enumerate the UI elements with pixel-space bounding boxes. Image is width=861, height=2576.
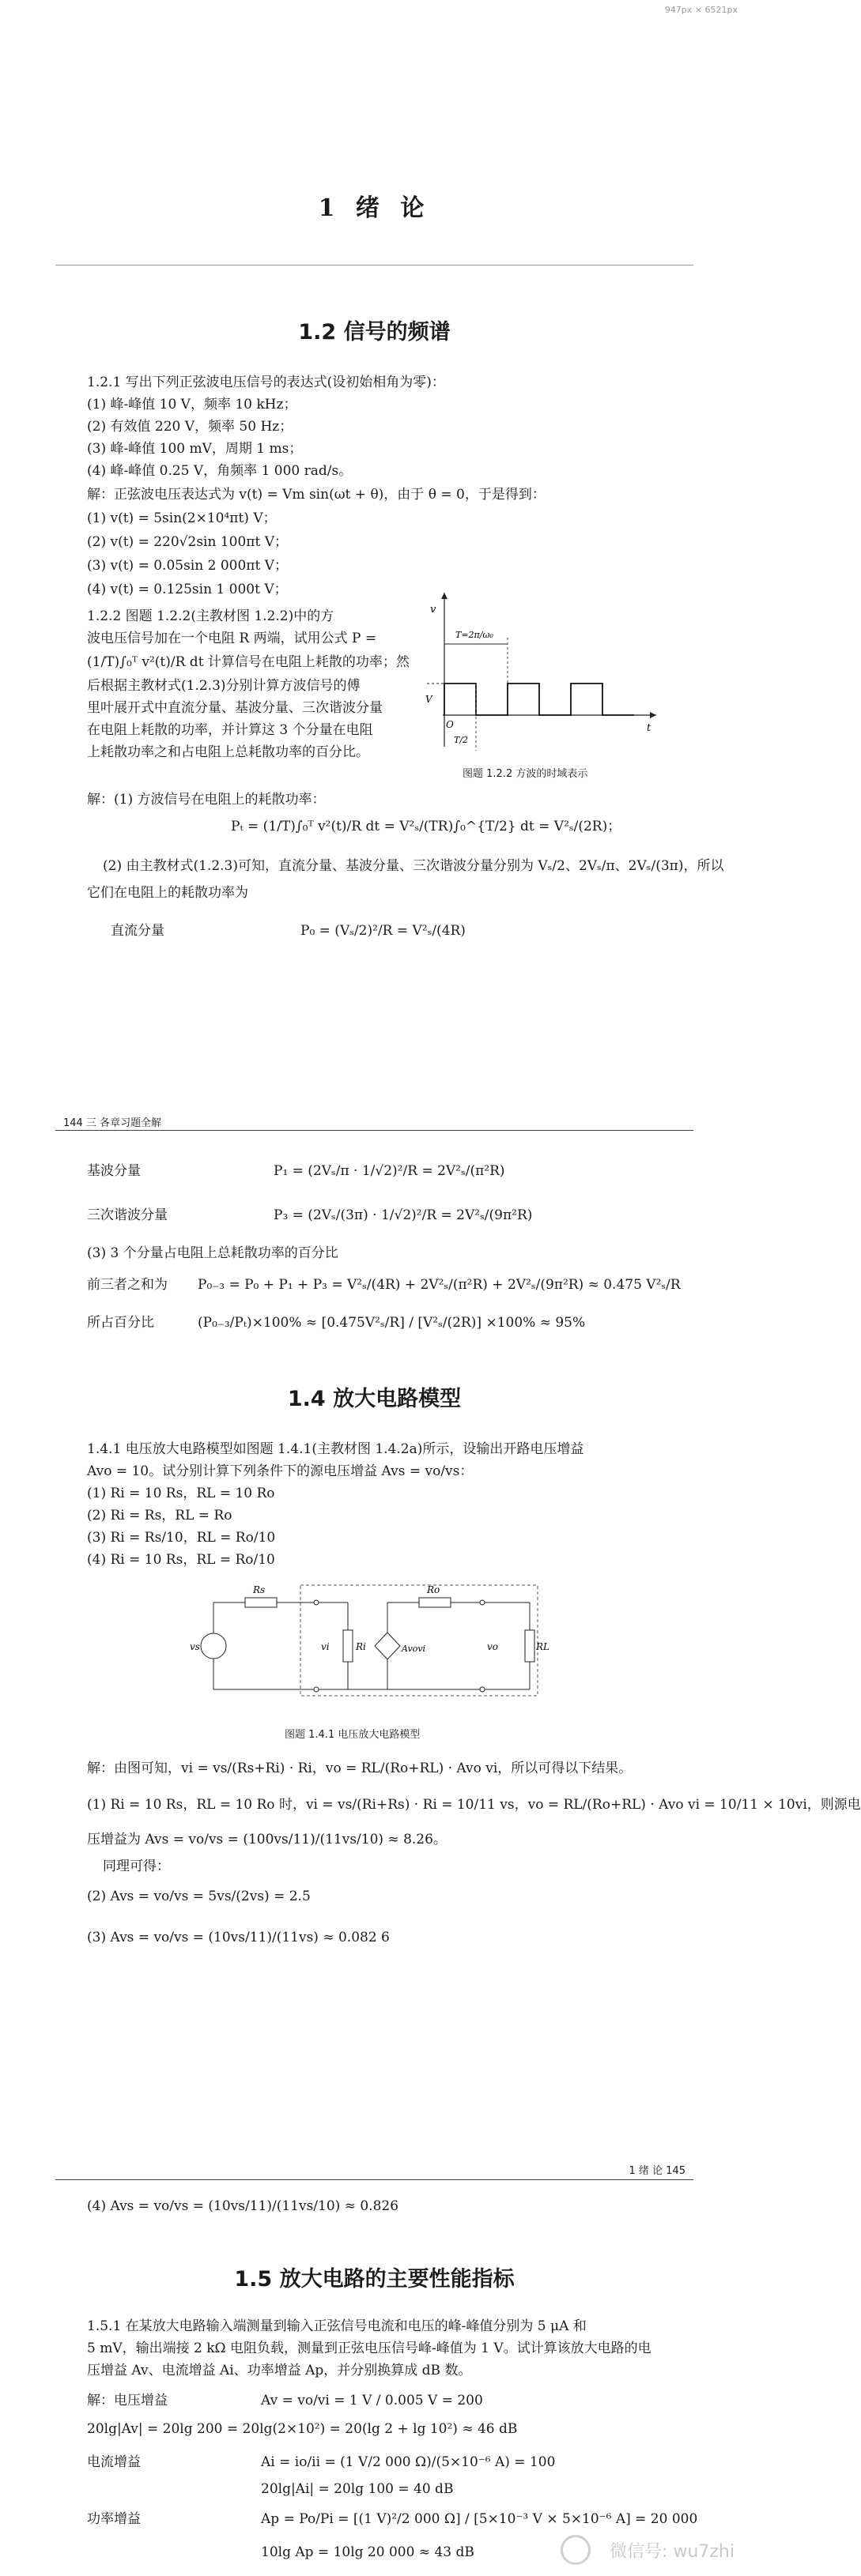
equation: Av = vo/vi = 1 V / 0.005 V = 200 [261,2393,483,2408]
solution-text: 解：正弦波电压表达式为 v(t) = Vm sin(ωt + θ)，由于 θ = 0，于是得到： [87,487,546,503]
equation: 10lg Ap = 10lg 20 000 ≈ 43 dB [261,2544,474,2560]
label-Avo: Avovi [402,1644,426,1654]
solution-text: (1) Ri = 10 Rs，RL = 10 Ro 时，vi = vs/(Ri+Rs) · Ri = 10/11 vs，vo = RL/(Ro+RL) · Avo vi = 10/11 × 10vi，则源电 [87,1797,861,1813]
problem-item: (4) 峰-峰值 0.25 V，角频率 1 000 rad/s。 [87,463,353,479]
divider [55,265,693,266]
svg-text:V: V [425,694,432,705]
watermark: 微信号: wu7zhi [610,2542,734,2562]
answer-item: (3) v(t) = 0.05sin 2 000πt V； [87,558,288,574]
svg-text:t: t [647,722,651,734]
label-vs: vs [190,1641,200,1652]
problem-1-5-1: 1.5.1 在某放大电路输入端测量到输入正弦信号电流和电压的峰-峰值分别为 5 μA 和 [87,2318,587,2334]
solution-text: (3) 3 个分量占电阻上总耗散功率的百分比 [87,1245,338,1261]
equation-label: 电流增益 [87,2454,141,2470]
problem-text: 5 mV，输出端接 2 kΩ 电阻负载，测量到正弦电压信号峰-峰值为 1 V。试计算该放大电路的电 [87,2341,651,2356]
solution-text: (3) Avs = vo/vs = (10vs/11)/(11vs) ≈ 0.082 6 [87,1930,390,1945]
equation: Pₜ = (1/T)∫₀ᵀ v²(t)/R dt = V²ₛ/(TR)∫₀^{T/2} dt = V²ₛ/(2R)； [231,819,621,834]
solution-text: (2) 由主教材式(1.2.3)可知，直流分量、基波分量、三次谐波分量分别为 Vₛ/2、2Vₛ/π、2Vₛ/(3π)，所以 [103,858,724,874]
solution-text: (2) Avs = vo/vs = 5vs/(2vs) = 2.5 [87,1889,311,1904]
svg-text:T/2: T/2 [454,735,469,745]
solution-text: 压增益为 Avs = vo/vs = (100vs/11)/(11vs/10) ≈ 8.26。 [87,1832,447,1847]
problem-item: (2) 有效值 220 V，频率 50 Hz； [87,419,293,435]
equation: 20lg|Av| = 20lg 200 = 20lg(2×10²) = 20(lg 2 + lg 10²) ≈ 46 dB [87,2421,518,2437]
equation: (P₀₋₃/Pₜ)×100% ≈ [0.475V²ₛ/R] / [V²ₛ/(2R)] ×100% ≈ 95% [198,1315,586,1331]
divider [55,2179,693,2180]
problem-1-2-1: 1.2.1 写出下列正弦波电压信号的表达式(设初始相角为零)： [87,375,445,390]
solution-text: 解：(1) 方波信号在电阻上的耗散功率： [87,792,326,808]
amplifier-circuit-diagram [190,1579,550,1705]
problem-text: 里叶展开式中直流分量、基波分量、三次谐波分量 [87,700,383,716]
equation-label: 所占百分比 [87,1315,154,1331]
label-Ro: Ro [427,1584,440,1595]
label-vi: vi [321,1641,330,1652]
answer-item: (2) v(t) = 220√2sin 100πt V； [87,534,288,550]
answer-item: (4) v(t) = 0.125sin 1 000t V； [87,582,288,597]
equation: P₀₋₃ = P₀ + P₁ + P₃ = V²ₛ/(4R) + 2V²ₛ/(π²R) + 2V²ₛ/(9π²R) ≈ 0.475 V²ₛ/R [198,1277,681,1293]
problem-text: 后根据主教材式(1.2.3)分别计算方波信号的傅 [87,678,361,694]
problem-item: (3) 峰-峰值 100 mV，周期 1 ms； [87,441,303,457]
divider [55,1130,693,1131]
figure-caption: 图题 1.2.2 方波的时域表示 [463,768,588,780]
condition-item: (2) Ri = Rs，RL = Ro [87,1508,232,1523]
section-heading-1-5: 1.5 放大电路的主要性能指标 [234,2267,515,2292]
solution-text: 解：由图可知，vi = vs/(Rs+Ri) · Ri，vo = RL/(Ro+RL) · Avo vi，所以可得以下结果。 [87,1761,633,1776]
problem-text: 在电阻上耗散的功率，并计算这 3 个分量在电阻 [87,722,373,738]
label-RL: RL [536,1641,550,1652]
solution-text: (4) Avs = vo/vs = (10vs/11)/(11vs/10) ≈ 0.826 [87,2198,399,2214]
problem-item: (1) 峰-峰值 10 V，频率 10 kHz； [87,397,297,412]
condition-item: (3) Ri = Rs/10，RL = Ro/10 [87,1530,276,1546]
figure-caption: 图题 1.4.1 电压放大电路模型 [285,1729,421,1741]
image-size-tag: 947px × 6521px [664,5,738,15]
condition-item: (4) Ri = 10 Rs，RL = Ro/10 [87,1552,275,1568]
square-wave-figure [427,589,664,759]
problem-text: (1/T)∫₀ᵀ v²(t)/R dt 计算信号在电阻上耗散的功率；然 [87,654,410,670]
equation: P₃ = (2Vₛ/(3π) · 1/√2)²/R = 2V²ₛ/(9π²R) [274,1207,533,1223]
equation-label: 三次谐波分量 [87,1207,168,1223]
equation: Ai = io/ii = (1 V/2 000 Ω)/(5×10⁻⁶ A) = 100 [261,2454,556,2470]
solution-text: 它们在电阻上的耗散功率为 [87,885,248,901]
equation-label: 基波分量 [87,1163,141,1179]
equation: 20lg|Ai| = 20lg 100 = 40 dB [261,2481,454,2497]
problem-text: 波电压信号加在一个电阻 R 两端，试用公式 P = [87,631,377,646]
equation-label: 前三者之和为 [87,1277,168,1293]
problem-1-2-2: 1.2.2 图题 1.2.2(主教材图 1.2.2)中的方 [87,608,334,624]
equation-label: 功率增益 [87,2511,141,2527]
solution-text: 同理可得： [103,1859,170,1874]
condition-item: (1) Ri = 10 Rs，RL = 10 Ro [87,1486,275,1501]
section-heading-1-2: 1.2 信号的频谱 [298,320,451,345]
label-Ri: Ri [356,1641,366,1652]
problem-1-4-1: 1.4.1 电压放大电路模型如图题 1.4.1(主教材图 1.4.2a)所示，设输出开路电压增益 [87,1441,584,1457]
problem-text: 压增益 Av、电流增益 Ai、功率增益 Ap，并分别换算成 dB 数。 [87,2363,472,2378]
svg-text:v: v [430,604,436,616]
wechat-icon [561,2535,591,2565]
problem-text: Avo = 10。试分别计算下列条件下的源电压增益 Avs = vo/vs： [87,1463,474,1479]
equation: Ap = Po/Pi = [(1 V)²/2 000 Ω] / [5×10⁻³ V × 5×10⁻⁶ A] = 20 000 [261,2511,698,2527]
label-vo: vo [487,1641,499,1652]
equation: P₀ = (Vₛ/2)²/R = V²ₛ/(4R) [300,923,466,939]
equation-label: 解：电压增益 [87,2393,168,2408]
equation-label: 直流分量 [111,923,164,939]
label-Rs: Rs [253,1584,266,1595]
section-heading-1-4: 1.4 放大电路模型 [287,1387,462,1411]
problem-text: 上耗散功率之和占电阻上总耗散功率的百分比。 [87,744,369,760]
page-header: 1 绪 论 145 [629,2165,685,2177]
chapter-title: 1 绪 论 [318,194,431,222]
page-header: 144 三 各章习题全解 [63,1117,162,1129]
answer-item: (1) v(t) = 5sin(2×10⁴πt) V； [87,510,277,526]
equation: P₁ = (2Vₛ/π · 1/√2)²/R = 2V²ₛ/(π²R) [274,1163,505,1179]
svg-text:O: O [446,719,454,730]
period-label: T=2π/ω₀ [455,630,493,640]
